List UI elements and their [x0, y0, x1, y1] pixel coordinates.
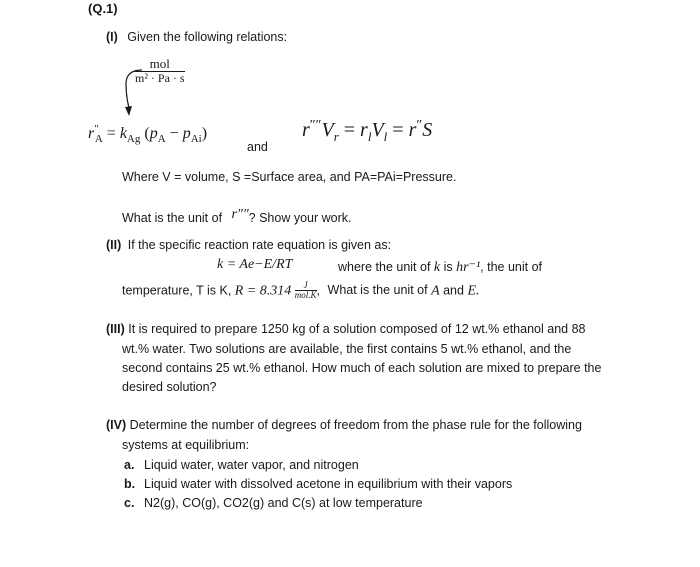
item-c-text: N2(g), CO(g), CO2(g) and C(s) at low temperature — [144, 496, 423, 510]
part3-line4: desired solution? — [122, 380, 217, 394]
ask-pre: What is the unit of — [327, 283, 428, 298]
part1-question — [122, 207, 352, 225]
ask-and: and — [443, 283, 464, 298]
question-label: (Q.1) — [88, 1, 118, 16]
hr-unit: hr⁻¹ — [456, 260, 481, 275]
arrhenius-equation: k = Ae−E/RT — [217, 257, 293, 272]
gas-constant-numerator: J — [295, 281, 317, 291]
rate-unit-denominator: m² · Pa · s — [135, 70, 185, 85]
part3-line1 — [106, 322, 585, 336]
item-b-text: Liquid water with dissolved acetone in equilibrium with their vapors — [144, 477, 513, 491]
item-c-label: c. — [124, 496, 135, 510]
part1-intro-text: Given the following relations: — [127, 30, 288, 44]
part2-where — [338, 259, 542, 276]
mass-transfer-equation: $r''_A = k_{Ag}$ $(p_A - p_{Ai})$ — [88, 123, 208, 145]
unit-pointer-arrow-icon — [120, 64, 144, 122]
part2-temp-line: temperature, T is K, R = 8.314 $\frac{J}{\text{mol.K}}$ , What is the unit of A and E. — [122, 280, 480, 301]
part1-intro — [106, 30, 287, 44]
part2-where-pre: where the unit of — [338, 260, 431, 274]
part1-heading: (I) — [106, 30, 118, 44]
item-a-text: Liquid water, water vapor, and nitrogen — [144, 458, 359, 472]
ask-E: E. — [467, 283, 480, 299]
gas-constant-denominator: mol.K — [294, 290, 317, 301]
part2-heading: (II) — [106, 238, 122, 252]
is-word: is — [443, 260, 453, 274]
item-b-label: b. — [124, 477, 136, 491]
part3-line1-text: It is required to prepare 1250 kg of a solution composed of 12 wt.% ethanol and 88 — [128, 322, 586, 336]
r-quad-prime-symbol: r″″ — [231, 207, 249, 222]
and-word: and — [247, 140, 268, 154]
k-symbol: k — [433, 260, 441, 275]
part4-line2: systems at equilibrium: — [122, 438, 250, 452]
part3-line3: second contains 25 wt.% ethanol. How much of each solution are mixed to prepare the — [122, 361, 602, 375]
rate-relation-equation: $r''''V_r = r_lV_l = r''S$ — [302, 118, 433, 144]
part4-line1-text: Determine the number of degrees of freedom from the phase rule for the following — [129, 418, 582, 432]
temp-text: temperature, T is K, — [122, 283, 232, 298]
list-item — [124, 458, 359, 472]
list-item — [124, 496, 423, 510]
part1-question-pre: What is the unit of — [122, 211, 223, 225]
where-line: Where V = volume, S =Surface area, and PA=PAi=Pressure. — [122, 170, 457, 184]
part4-line1 — [106, 418, 582, 432]
part3-line2: wt.% water. Two solutions are available, the first contains 5 wt.% ethanol, and the — [122, 342, 572, 356]
list-item — [124, 477, 512, 491]
part2-where-post: , the unit of — [480, 260, 543, 274]
gas-constant-eq: R = 8.314 — [234, 283, 292, 299]
part2-intro-text: If the specific reaction rate equation is given as: — [127, 238, 392, 252]
part4-heading: (IV) — [106, 418, 127, 432]
part2-intro — [106, 238, 391, 252]
part3-heading: (III) — [106, 322, 125, 336]
ask-A: A — [431, 283, 440, 299]
item-a-label: a. — [124, 458, 135, 472]
part1-question-post: ? Show your work. — [248, 211, 352, 225]
rate-unit-numerator: mol — [135, 57, 185, 72]
